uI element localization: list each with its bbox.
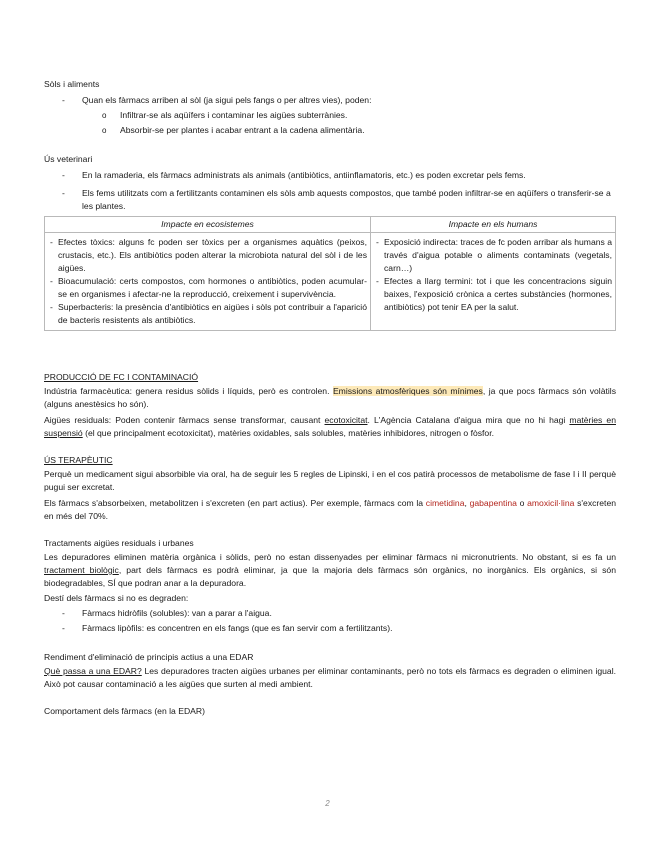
section-title-terapeutic: ÚS TERAPÈUTIC <box>44 455 113 465</box>
section-title-sols: Sòls i aliments <box>44 79 100 89</box>
veterinari-list <box>44 169 616 213</box>
section-title-tractaments: Tractaments aigües residuals i urbanes <box>44 538 194 548</box>
ecosistemes-list <box>47 236 367 327</box>
table-header-humans: Impacte en els humans <box>371 217 616 233</box>
list-item: - Efectes tòxics: alguns fc poden ser tòxics per a organismes aquàtics (peixos, crustacis, etc.). Els antibiòtics poden alterar la microbiota natural del sòl i de les aigües. <box>47 236 367 275</box>
tractaments-list <box>44 607 616 635</box>
sols-sublist <box>44 109 616 137</box>
section-title-veterinari: Ús veterinari <box>44 154 93 164</box>
table-row <box>45 233 616 331</box>
list-item: - Quan els fàrmacs arriben al sòl (ja sigui pels fangs o per altres vies), poden: o Infiltrar-se als aqüífers i contaminar les aigües subterrànies. o Absorbir-se per plantes i acabar entrant a la cadena alimentària. <box>44 94 616 137</box>
drug-name: amoxicil·lina <box>527 498 575 508</box>
humans-list <box>373 236 612 314</box>
produccio-paragraph-1: Indústria farmacèutica: genera residus sòlids i líquids, però es controlen. Emissions atmosfèriques són mínimes, ja que pocs fàrmacs són volàtils (alguns anestèsics ho són). <box>44 386 616 409</box>
list-item: - Superbacteris: la presència d'antibiòtics en aigües i sòls pot contribuir a l'aparició de bacteris resistents als antibiòtics. <box>47 301 367 327</box>
document-page <box>44 78 616 718</box>
list-item: o Infiltrar-se als aqüífers i contaminar les aigües subterrànies. <box>44 109 616 122</box>
list-item: - Exposició indirecta: traces de fc poden arribar als humans a través d'aigua potable o aliments contaminats (vegetals, carn…) <box>373 236 612 275</box>
terapeutic-paragraph-1: Perquè un medicament sigui absorbible via oral, ha de seguir les 5 regles de Lipinski, i en el cos patirà processos de metabolisme de fase I i II perquè pugui ser excretat. <box>44 469 616 492</box>
list-item: - Bioacumulació: certs compostos, com hormones o antibiòtics, poden acumular-se en organismes i afectar-ne la reproducció, creixement i supervivència. <box>47 275 367 301</box>
list-item: - Fàrmacs lipòfils: es concentren en els fangs (que es fan servir com a fertilitzants). <box>44 622 616 635</box>
list-item: - Els fems utilitzats com a fertilitzants contaminen els sòls amb aquests compostos, que també poden infiltrar-se en aqüífers o transferir-se a les plantes. <box>44 187 616 213</box>
section-title-rendiment: Rendiment d'eliminació de principis actius a una EDAR <box>44 652 254 662</box>
tractaments-paragraph-1: Les depuradores eliminen matèria orgànica i sòlids, però no estan dissenyades per eliminar fàrmacs ni micronutrients. No obstant, si es fa un tractament biològic, part dels fàrmacs es podrà eliminar, ja que la majoria dels fàrmacs són orgànics, no inorgànics. Els orgànics, si són biodegradables, SÍ que podran anar a la depuradora. <box>44 552 616 588</box>
drug-name: cimetidina <box>425 498 465 508</box>
list-item: - Efectes a llarg termini: tot i que les concentracions siguin baixes, l'exposició crònica a certes substàncies (hormones, antibiòtics) pot tenir EA per la salut. <box>373 275 612 314</box>
produccio-paragraph-2: Aigües residuals: Poden contenir fàrmacs sense transformar, causant ecotoxicitat. L'Agència Catalana d'aigua mira que no hi hagi matèries en suspensió (el que principalment ecotoxicitat), matèries oxidables, sals solubles, matèries inhibidores, nitrogen o fòsfor. <box>44 415 616 438</box>
list-item: - Fàrmacs hidròfils (solubles): van a parar a l'aigua. <box>44 607 616 620</box>
highlighted-text: Emissions atmosfèriques són mínimes <box>332 386 483 396</box>
impact-table <box>44 216 616 331</box>
table-header-row <box>45 217 616 233</box>
list-item: - En la ramaderia, els fàrmacs administrats als animals (antibiòtics, antiinflamatoris, etc.) es poden excretar pels fems. <box>44 169 616 182</box>
tractaments-paragraph-2: Destí dels fàrmacs si no es degraden: <box>44 593 189 603</box>
list-item: o Absorbir-se per plantes i acabar entrant a la cadena alimentària. <box>44 124 616 137</box>
table-cell-ecosistemes <box>45 233 371 331</box>
drug-name: gabapentina <box>469 498 517 508</box>
table-cell-humans <box>371 233 616 331</box>
section-title-produccio: PRODUCCIÓ DE FC I CONTAMINACIÓ <box>44 372 199 382</box>
rendiment-paragraph: Què passa a una EDAR? Les depuradores tracten aigües urbanes per eliminar contaminants, però no tots els fàrmacs es degraden o eliminen igual. Això pot causar contaminació a les aigües que surten al medi ambient. <box>44 666 616 689</box>
sols-list <box>44 94 616 137</box>
table-header-ecosistemes: Impacte en ecosistemes <box>45 217 371 233</box>
page-number: 2 <box>325 799 330 808</box>
section-title-comportament: Comportament dels fàrmacs (en la EDAR) <box>44 706 205 716</box>
terapeutic-paragraph-2: Els fàrmacs s'absorbeixen, metabolitzen i s'excreten (en part actius). Per exemple, fàrmacs com la cimetidina, gabapentina o amoxicil·lina s'excreten en més del 70%. <box>44 498 616 521</box>
